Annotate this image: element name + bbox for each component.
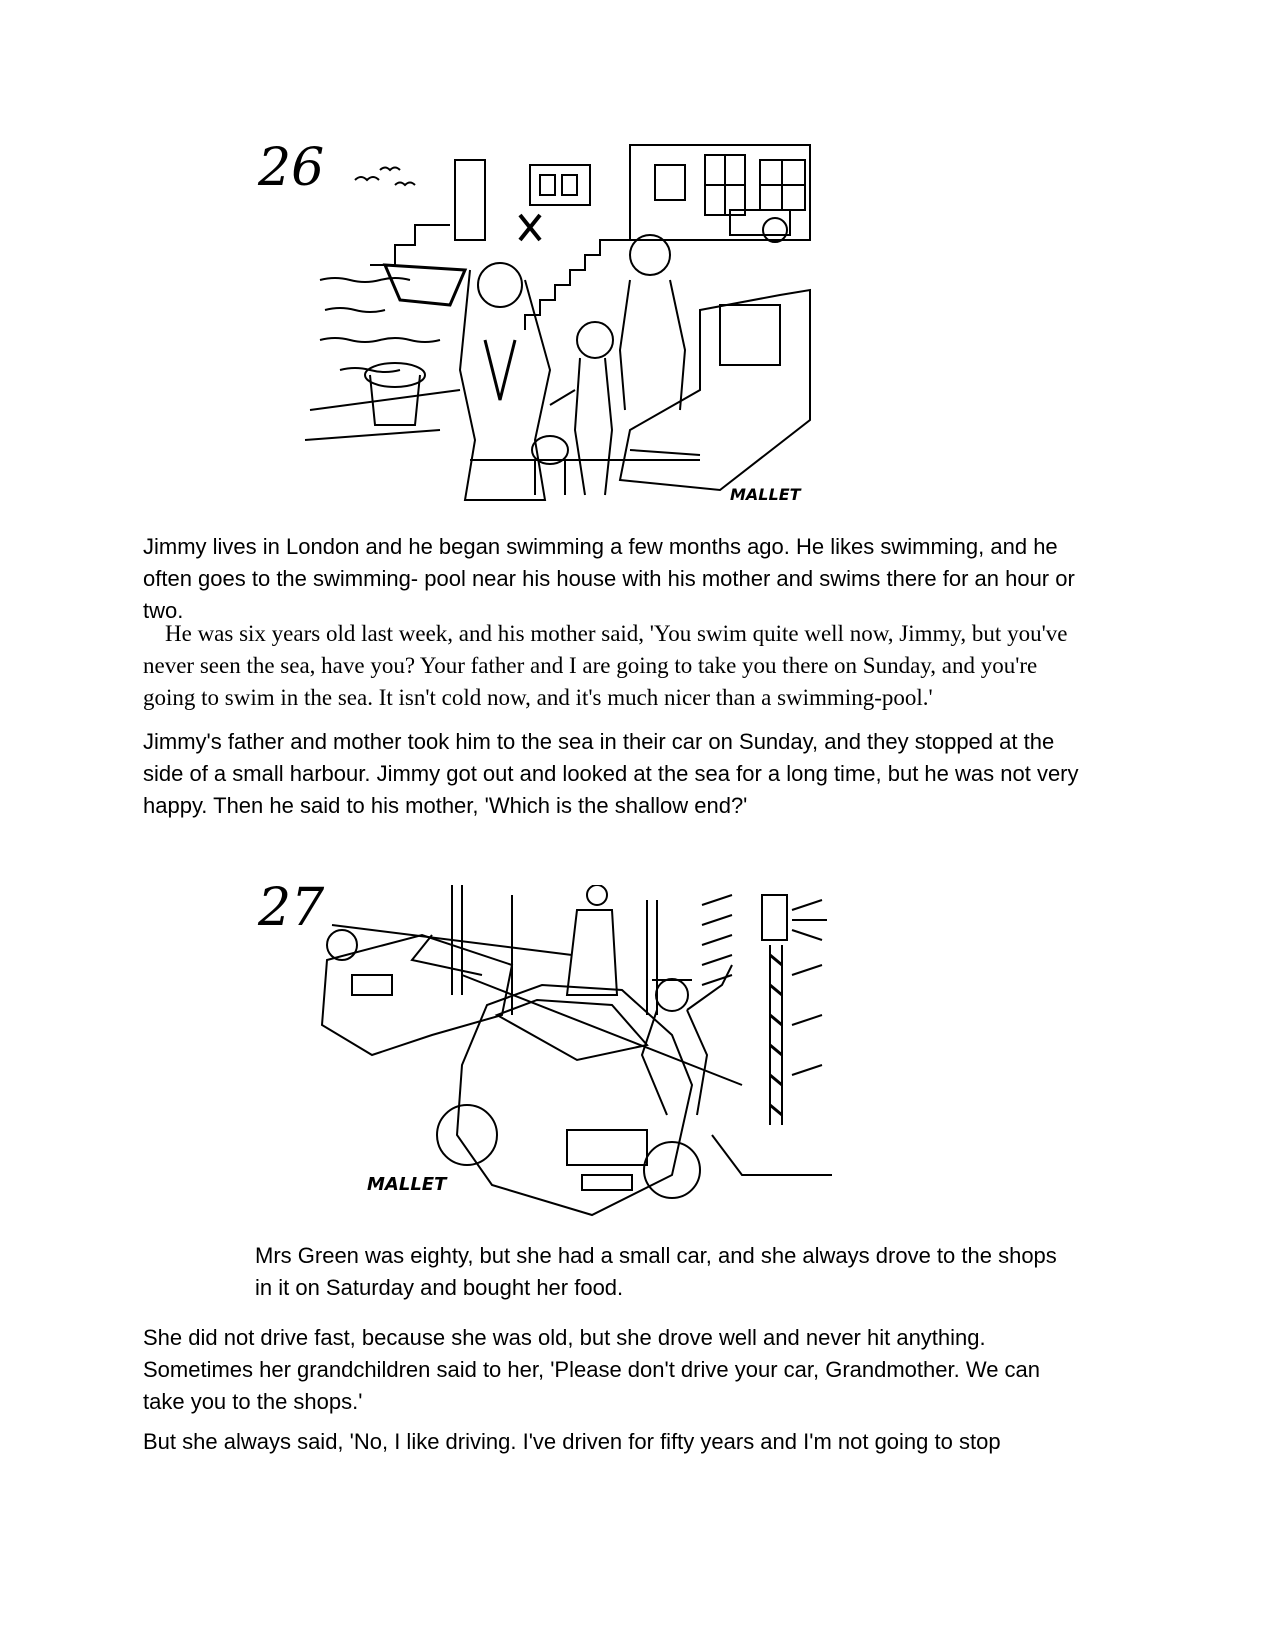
story26-paragraph-1: Jimmy lives in London and he began swimming a few months ago. He likes swimming, and he often goes to the swimming- pool near his house with his mother and swims there for an hour or two. <box>143 534 1075 623</box>
story-number-26: 26 <box>258 138 325 198</box>
story27-paragraph-2: She did not drive fast, because she was old, but she drove well and never hit anything. Sometimes her grandchildren said to her, 'Please don't drive your car, Grandmother. We can take you to the shops.' <box>143 1325 1041 1414</box>
story26-paragraph-2: He was six years old last week, and his mother said, 'You swim quite well now, Jimmy, but you've never seen the sea, have you? Your father and I are going to take you there on Sunday, and you're going to swim in the sea. It isn't cold now, and it's much nicer than a swimming-pool.' <box>143 621 1068 710</box>
story27-paragraph-3: But she always said, 'No, I like driving. I've driven for fifty years and I'm not going to stop <box>143 1429 1001 1454</box>
traffic-illustration <box>312 885 832 1225</box>
illustration-signature-26: MALLET <box>730 485 801 504</box>
story-number-27: 27 <box>258 878 325 938</box>
illustration-signature-27: MALLET <box>367 1174 447 1195</box>
harbour-illustration <box>300 140 820 510</box>
story26-paragraph-3: Jimmy's father and mother took him to the sea in their car on Sunday, and they stopped at the side of a small harbour. Jimmy got out and looked at the sea for a long time, but he was not very happy. Then he said to his mother, 'Which is the shallow end?' <box>143 729 1079 818</box>
story27-paragraph-1: Mrs Green was eighty, but she had a small car, and she always drove to the shops in it on Saturday and bought her food. <box>255 1243 1057 1300</box>
